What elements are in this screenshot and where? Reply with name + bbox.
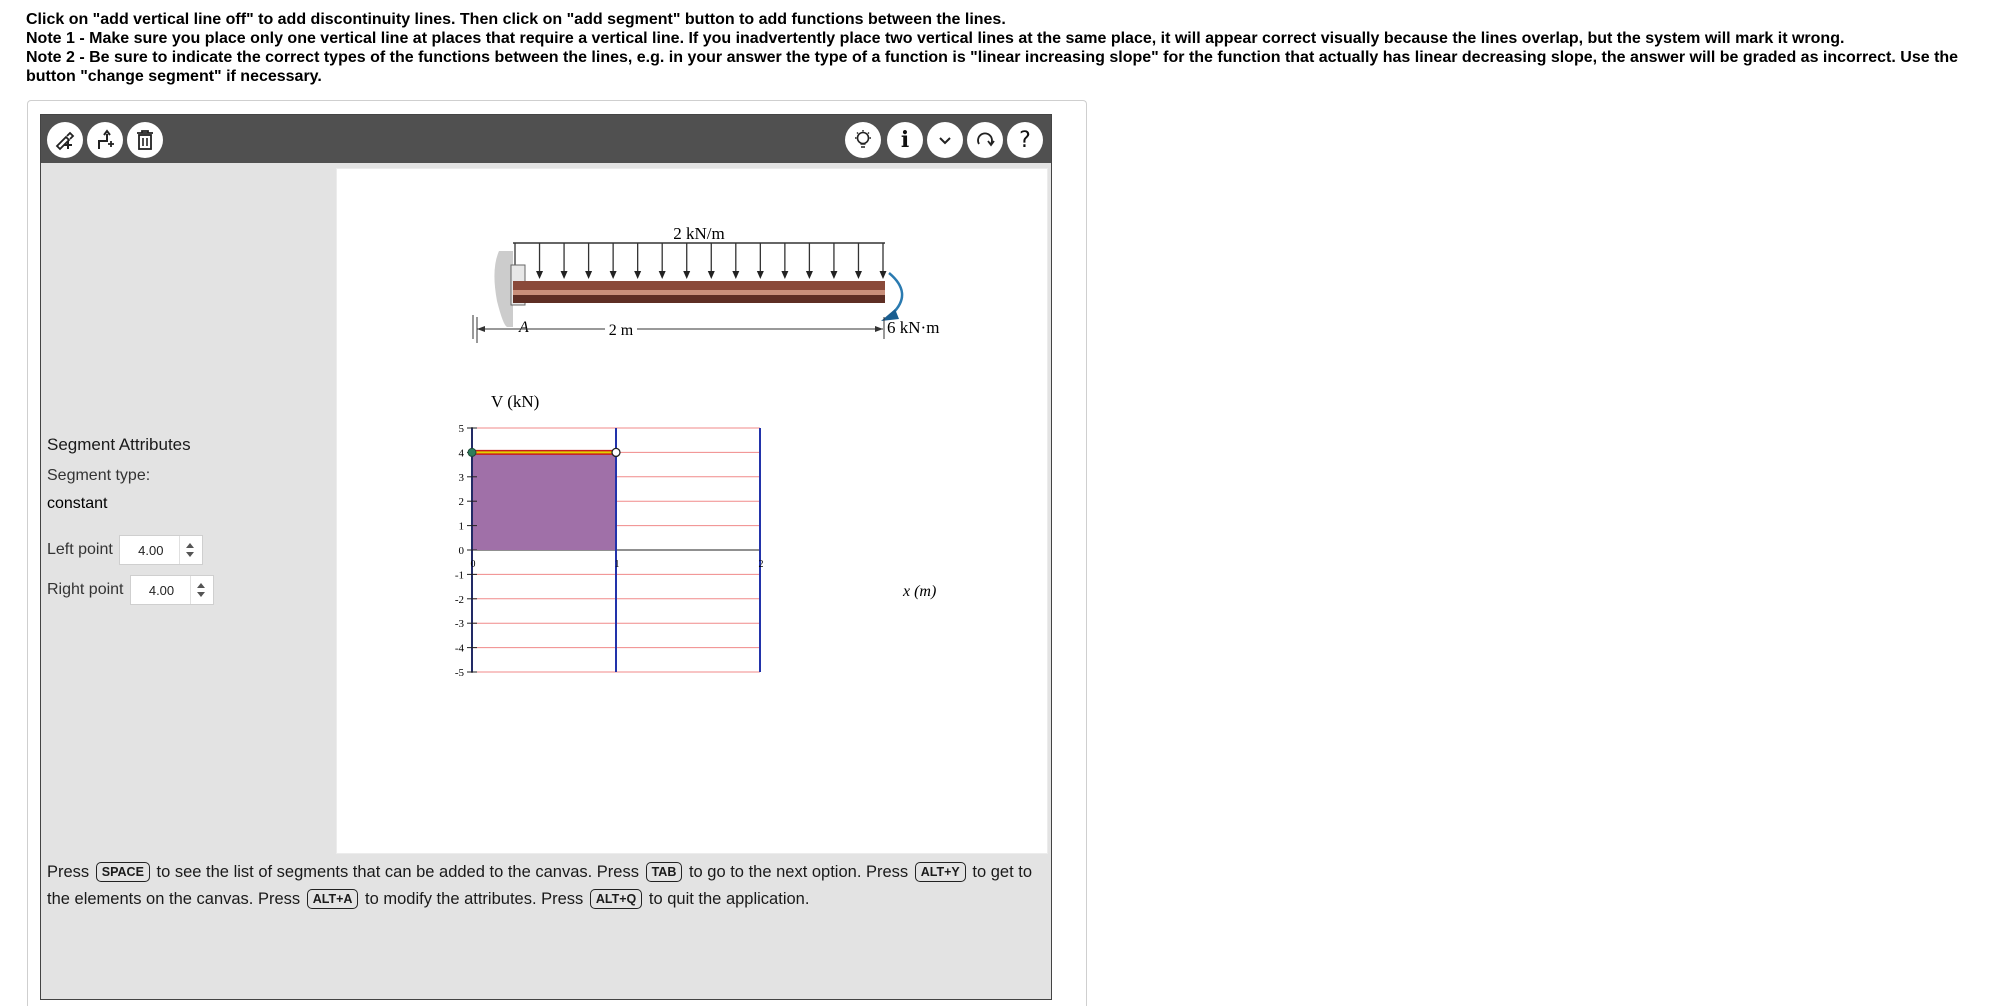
load-arrowhead [585, 271, 592, 279]
keyboard-help [47, 859, 1047, 913]
right-point-stepper[interactable] [130, 575, 214, 605]
segment-fill-layer [472, 452, 616, 550]
question-icon: ? [1019, 127, 1031, 153]
delete-button[interactable] [129, 124, 161, 156]
more-options-button[interactable] [929, 124, 961, 156]
left-point-arrows[interactable] [179, 536, 202, 564]
beam-web [513, 290, 885, 295]
reset-button[interactable] [969, 124, 1001, 156]
trash-icon [135, 129, 155, 151]
lightbulb-icon [852, 129, 874, 151]
y-tick-label: -5 [454, 667, 464, 679]
right-point-input[interactable] [131, 576, 193, 604]
moment-label: 6 kN·m [887, 318, 940, 337]
right-point-row [47, 575, 214, 605]
key-alt-y: ALT+Y [915, 862, 966, 882]
info-button[interactable] [889, 124, 921, 156]
y-tick-label: -4 [454, 642, 464, 655]
toolbar [41, 115, 1051, 163]
step-line-icon [94, 129, 116, 151]
info-icon: i [900, 127, 910, 153]
support-label: A [519, 319, 529, 336]
length-label: 2 m [608, 322, 634, 339]
drawing-canvas[interactable] [337, 169, 1047, 853]
decrement-icon[interactable] [186, 552, 194, 557]
help-text-6: to quit the application. [648, 890, 810, 908]
load-arrowhead [732, 271, 739, 279]
x-ticks [471, 559, 764, 570]
chevron-down-icon [937, 132, 953, 148]
increment-icon[interactable] [197, 583, 205, 588]
right-point-arrows[interactable] [190, 576, 213, 604]
help-text-5: to modify the attributes. Press [365, 890, 584, 908]
segment-attributes-title: Segment Attributes [47, 435, 191, 454]
load-arrowhead [781, 271, 788, 279]
y-tick-label: 5 [458, 423, 464, 435]
load-arrowhead [634, 271, 641, 279]
add-vertical-line-button[interactable] [89, 124, 121, 156]
fixed-wall [494, 251, 513, 327]
y-tick-label: -1 [454, 569, 464, 582]
left-point-input[interactable] [120, 536, 182, 564]
help-button[interactable] [1009, 124, 1041, 156]
segment-right-handle[interactable] [612, 448, 620, 456]
left-point-label: Left point [47, 541, 113, 558]
load-arrowhead [610, 271, 617, 279]
help-text-4: to get to the elements on the canvas. Press [47, 863, 1033, 908]
left-point-stepper[interactable] [119, 535, 203, 565]
key-alt-a: ALT+A [307, 889, 359, 909]
add-segment-button[interactable] [49, 124, 81, 156]
x-tick-label: 1 [614, 559, 620, 570]
beam-top-flange [513, 281, 885, 290]
attributes-panel [41, 163, 331, 853]
instructions [26, 10, 1986, 86]
key-alt-q: ALT+Q [590, 889, 642, 909]
left-point-row [47, 535, 203, 565]
load-arrowhead [683, 271, 690, 279]
load-arrowhead [830, 271, 837, 279]
instruction-note-2: Note 2 - Be sure to indicate the correct types of the functions between the lines, e.g. in your answer the type of a function is "linear increasing slope" for the function that actually has linear decreasing slope, the answer will be graded as incorrect. Use the button "change segment" if necessary. [26, 49, 1959, 85]
dim-arrow-left [477, 326, 485, 332]
key-tab: TAB [646, 862, 683, 882]
instruction-note-1: Note 1 - Make sure you place only one vertical line at places that require a vertical line. If you inadvertently place two vertical lines at the same place, it will appear correct visually because the lines overlap, but the system will mark it wrong. [26, 30, 1845, 47]
beam-bottom-flange [513, 295, 885, 303]
load-arrowhead [855, 271, 862, 279]
load-arrowhead [561, 271, 568, 279]
beam-figure [473, 224, 939, 343]
shear-plot [455, 392, 936, 679]
hint-button[interactable] [847, 124, 879, 156]
dim-arrow-right [875, 326, 883, 332]
right-point-label: Right point [47, 581, 124, 598]
canvas-svg [337, 169, 1047, 853]
segment-type-label: Segment type: [47, 467, 151, 484]
moment-arc [889, 273, 902, 313]
load-arrowhead [536, 271, 543, 279]
y-tick-label: 3 [458, 471, 464, 484]
x-tick-label: 2 [758, 559, 764, 570]
y-tick-label: 4 [458, 447, 464, 460]
segment-left-handle[interactable] [468, 448, 476, 456]
y-tick-label: -2 [454, 593, 464, 606]
diagram-tool [40, 114, 1052, 1000]
load-arrows [512, 243, 887, 279]
segment-type-value: constant [47, 495, 108, 512]
help-text-1: Press [47, 863, 90, 881]
increment-icon[interactable] [186, 543, 194, 548]
distributed-load-label: 2 kN/m [673, 224, 725, 243]
decrement-icon[interactable] [197, 592, 205, 597]
x-axis-label: x (m) [903, 583, 937, 600]
segment-area [472, 452, 616, 550]
y-axis-label: V (kN) [491, 392, 540, 411]
load-arrowhead [708, 271, 715, 279]
y-tick-label: 1 [458, 520, 464, 533]
add-segment-icon [54, 129, 76, 151]
load-arrowhead [806, 271, 813, 279]
y-tick-label: 2 [458, 496, 464, 509]
load-arrowhead [757, 271, 764, 279]
y-tick-label: 0 [458, 545, 464, 557]
key-space: SPACE [96, 862, 150, 882]
help-text-2: to see the list of segments that can be added to the canvas. Press [156, 863, 639, 881]
y-tick-label: -3 [454, 618, 464, 631]
load-arrowhead [880, 271, 887, 279]
reset-icon [974, 129, 996, 151]
instruction-line-1: Click on "add vertical line off" to add discontinuity lines. Then click on "add segment" button to add functions between the lines. [26, 11, 1006, 28]
help-text-3: to go to the next option. Press [688, 863, 909, 881]
load-arrowhead [659, 271, 666, 279]
x-tick-label: 0 [470, 559, 476, 570]
